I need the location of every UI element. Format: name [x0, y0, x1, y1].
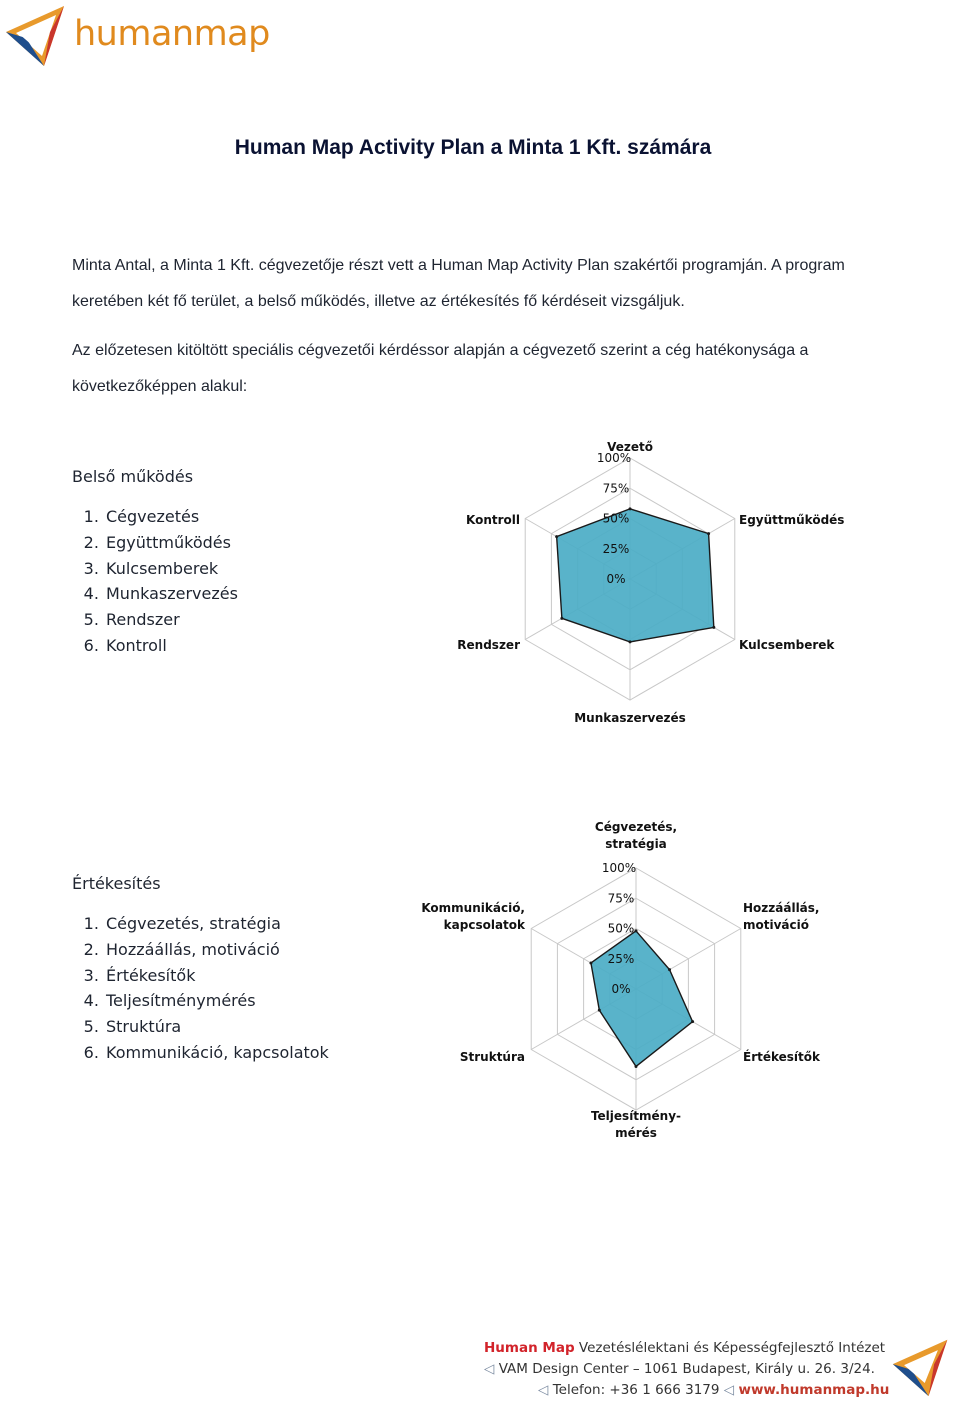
radar-axis-label: Hozzáállás, motiváció	[743, 901, 820, 932]
list-item: 6. Kommunikáció, kapcsolatok	[104, 1040, 329, 1066]
footer-website-link[interactable]: www.humanmap.hu	[738, 1382, 890, 1398]
radar-axis-label: Teljesítmény-mérés	[590, 1109, 682, 1140]
radar-ring-label: 75%	[602, 481, 630, 496]
triangle-left-icon: ◁	[538, 1382, 549, 1398]
footer-line-2	[484, 1359, 904, 1380]
footer-line-3	[484, 1380, 904, 1401]
radar-ring-label: 0%	[606, 572, 626, 586]
list-item: 3. Kulcsemberek	[104, 556, 238, 582]
list-item: 5. Rendszer	[104, 607, 238, 633]
radar-data-point	[691, 1020, 694, 1023]
list-item: 5. Struktúra	[104, 1014, 329, 1040]
radar-ring-label: 100%	[596, 451, 632, 465]
radar-axis-label: Együttműködés	[739, 513, 845, 527]
radar-axis-label: Kulcsemberek	[739, 638, 835, 652]
radar-ring-label: 25%	[607, 951, 635, 966]
footer-address: VAM Design Center – 1061 Budapest, Király u. 26. 3/24.	[498, 1361, 875, 1377]
radar-data-point	[668, 968, 671, 971]
list-item: 2. Együttműködés	[104, 530, 238, 556]
method-paragraph: Az előzetesen kitöltött speciális cégvezetői kérdéssor alapján a cégvezető szerint a cég hatékonysága a következőképpen alakul:	[72, 342, 809, 395]
footer	[484, 1338, 904, 1401]
list-item: 6. Kontroll	[104, 633, 238, 659]
intro-paragraph: Minta Antal, a Minta 1 Kft. cégvezetője részt vett a Human Map Activity Plan szakértői programján. A program keretében két fő terület, a belső működés, illetve az értékesítés fő kérdéseit vizsgáljuk.	[72, 257, 845, 310]
radar-axis-label: Értékesítők	[743, 1050, 821, 1064]
radar-ring-label: 25%	[602, 541, 630, 556]
footer-line-1	[484, 1338, 904, 1359]
radar-axis-label: Vezető	[607, 440, 653, 454]
radar-axis-label: Munkaszervezés	[574, 711, 686, 725]
radar-axis-label: Struktúra	[459, 1050, 525, 1064]
list-item: 3. Értékesítők	[104, 963, 329, 989]
radar-data-point	[635, 1065, 638, 1068]
triangle-left-icon: ◁	[723, 1382, 735, 1398]
page-title: Human Map Activity Plan a Minta 1 Kft. számára	[234, 136, 712, 159]
radar-data-point	[635, 929, 638, 932]
list-item: 1. Cégvezetés, stratégia	[104, 911, 329, 937]
list-item: 4. Munkaszervezés	[104, 581, 238, 607]
section-heading: Értékesítés	[72, 874, 161, 893]
logo-wordmark: humanmap	[74, 14, 270, 54]
list-item: 2. Hozzáállás, motiváció	[104, 937, 329, 963]
radar-ring-label: 75%	[607, 891, 635, 906]
footer-logo-mark-icon	[890, 1336, 952, 1398]
radar-ring-label: 50%	[607, 921, 635, 936]
footer-brand: Human Map	[484, 1340, 575, 1356]
radar-axis-label: Rendszer	[457, 638, 520, 652]
section-heading: Belső működés	[72, 467, 194, 486]
list-item: 1. Cégvezetés	[104, 504, 238, 530]
radar-data-area	[591, 931, 693, 1067]
footer-phone: Telefon: +36 1 666 3179	[552, 1382, 720, 1398]
radar-ring-label: 0%	[611, 982, 631, 996]
radar-ring-label: 50%	[602, 511, 630, 526]
radar-ring-label: 100%	[601, 861, 637, 875]
radar-axis-label: Kommunikáció, kapcsolatok	[421, 901, 525, 932]
list-item: 4. Teljesítménymérés	[104, 988, 329, 1014]
radar-axis-label: Kontroll	[466, 513, 520, 527]
footer-institute: Vezetéslélektani és Képességfejlesztő Intézet	[578, 1340, 886, 1356]
radar-data-point	[589, 961, 592, 964]
radar-axis-label: Cégvezetés, stratégia	[594, 820, 678, 851]
triangle-left-icon: ◁	[484, 1361, 495, 1377]
radar-data-point	[598, 1009, 601, 1012]
